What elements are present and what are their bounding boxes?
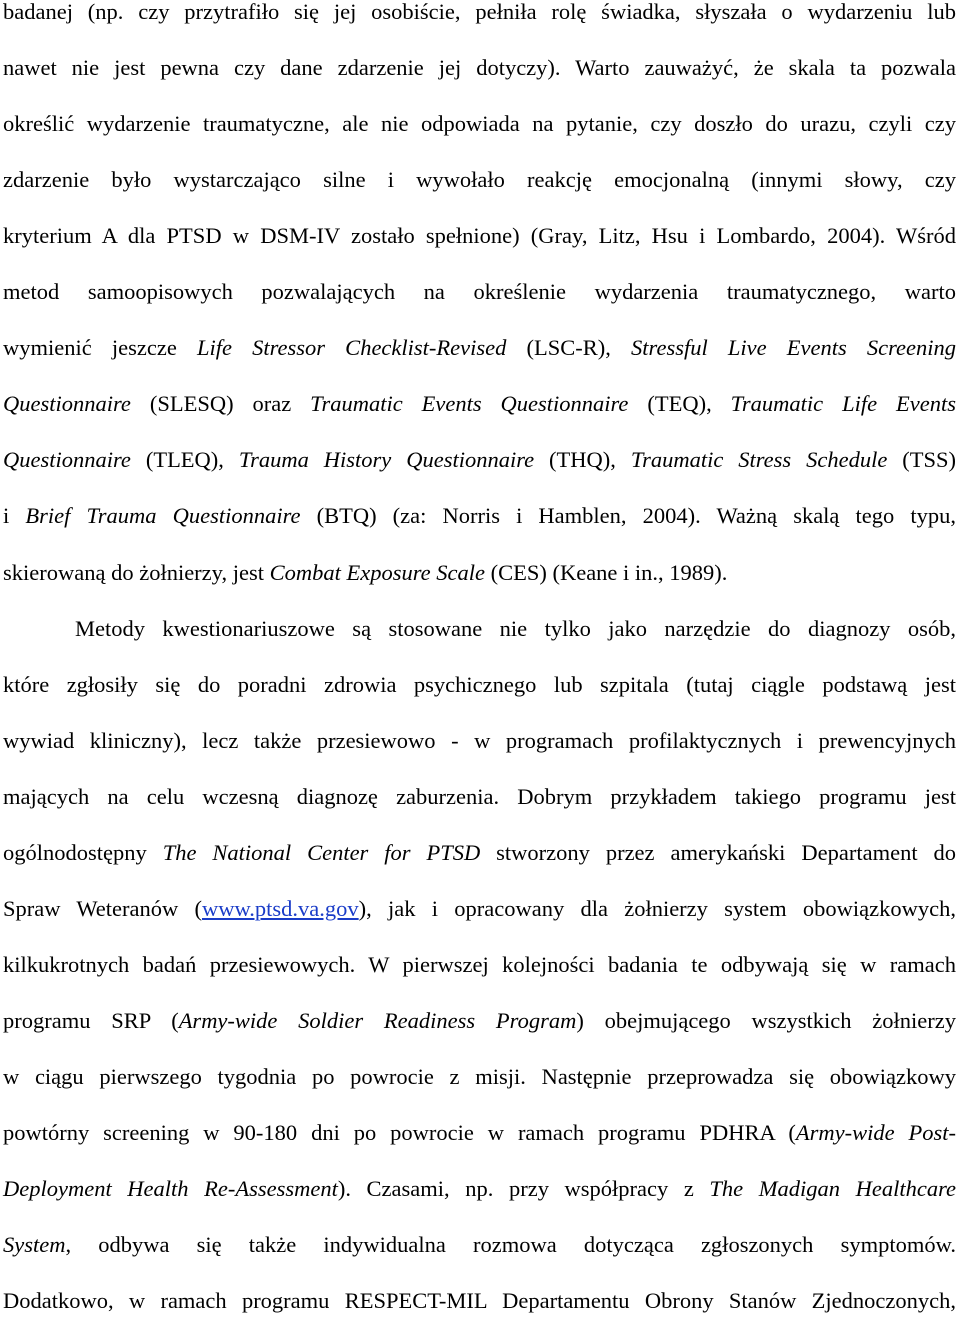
text-line (3, 777, 956, 817)
text-segment: (BTQ) (za: Norris i Hamblen, 2004). Ważną skalą tego typu, (300, 503, 956, 529)
text-segment: (LSC-R), (506, 335, 632, 361)
text-line (3, 889, 956, 929)
text-segment: mających na celu wczesną diagnozę zaburzenia. Dobrym przykładem takiego programu jest (3, 783, 956, 809)
text-segment: powtórny screening w 90-180 dni po powrocie w ramach programu PDHRA ( (3, 1120, 796, 1145)
text-segment: skierowaną do żołnierzy, jest (3, 559, 270, 585)
text-segment: stworzony przez amerykański Departament do (480, 839, 957, 865)
italic-title: Questionnaire (3, 447, 131, 473)
italic-title: Army-wide Soldier Readiness Program (178, 1007, 577, 1033)
text-segment: które zgłosiły się do poradni zdrowia psychicznego lub szpitala (tutaj ciągle podstawą jest (3, 671, 956, 697)
text-line (3, 833, 956, 873)
text-segment: ). Czasami, np. przy współpracy z (337, 1176, 710, 1202)
italic-title: The Madigan Healthcare (709, 1176, 956, 1202)
italic-title: Stressful Live Events Screening (631, 335, 956, 361)
text-line (3, 272, 956, 312)
text-segment: badanej (np. czy przytrafiło się jej osobiście, pełniła rolę świadka, słyszała o wydarzeniu lub (3, 0, 956, 24)
text-line (3, 1113, 956, 1153)
text-line (3, 1225, 956, 1265)
text-segment: Dodatkowo, w ramach programu RESPECT-MIL Departamentu Obrony Stanów Zjednoczonych, (3, 1288, 956, 1314)
text-segment: (CES) (Keane i in., 1989). (484, 559, 728, 585)
italic-title: Brief Trauma Questionnaire (25, 503, 301, 529)
text-segment: , odbywa się także indywidualna rozmowa dotycząca zgłoszonych symptomów. (65, 1232, 956, 1258)
text-segment: i (3, 503, 26, 529)
text-segment: wywiad kliniczny), lecz także przesiewowo - w programach profilaktycznych i prewencyjnych (3, 727, 956, 753)
text-segment: Spraw Weteranów ( (3, 895, 202, 921)
text-segment: w ciągu pierwszego tygodnia po powrocie z misji. Następnie przeprowadza się obowiązkowy (3, 1063, 956, 1089)
text-segment: Metody kwestionariuszowe są stosowane nie tylko jako narzędzie do diagnozy osób, (75, 615, 956, 641)
text-line (3, 1169, 956, 1209)
text-segment: (TEQ), (628, 391, 731, 417)
text-line (3, 721, 956, 761)
italic-title: Army-wide Post- (795, 1120, 957, 1145)
text-line (3, 945, 956, 985)
text-segment: zdarzenie było wystarczająco silne i wywołało reakcję emocjonalną (innymi słowy, czy (3, 167, 956, 193)
text-segment: kilkukrotnych badań przesiewowych. W pierwszej kolejności badania te odbywają się w ramach (3, 951, 956, 977)
italic-title: Combat Exposure Scale (269, 559, 485, 585)
text-line (3, 104, 956, 144)
text-line (3, 160, 956, 200)
text-segment: ogólnodostępny (3, 839, 163, 865)
text-segment: kryterium A dla PTSD w DSM-IV zostało spełnione) (Gray, Litz, Hsu i Lombardo, 2004). Wśród (3, 223, 956, 249)
text-line (3, 440, 956, 480)
italic-title: Traumatic Stress Schedule (630, 447, 888, 473)
text-segment: ), jak i opracowany dla żołnierzy system obowiązkowych, (358, 895, 957, 921)
italic-title: Traumatic Events Questionnaire (310, 391, 629, 417)
website-link[interactable]: www.ptsd.va.gov (201, 895, 359, 921)
text-segment: metod samoopisowych pozwalających na określenie wydarzenia traumatycznego, warto (3, 279, 956, 305)
text-segment: programu SRP ( (3, 1007, 179, 1033)
text-segment: (SLESQ) oraz (130, 391, 311, 417)
text-segment: (TSS) (887, 447, 957, 473)
text-line (3, 1057, 956, 1097)
text-line (3, 496, 956, 536)
text-line (3, 665, 956, 705)
text-segment: ) obejmującego wszystkich żołnierzy (576, 1007, 957, 1033)
text-segment: (THQ), (534, 447, 631, 473)
text-segment: (TLEQ), (130, 447, 239, 473)
text-line (3, 0, 956, 32)
italic-title: System (3, 1232, 66, 1258)
italic-title: Deployment Health Re-Assessment (3, 1176, 338, 1202)
italic-title: Trauma History Questionnaire (238, 447, 535, 473)
text-line (3, 553, 956, 593)
text-segment: wymienić jeszcze (3, 335, 197, 361)
text-line (3, 609, 956, 649)
text-line (3, 1281, 956, 1321)
italic-title: Life Stressor Checklist-Revised (196, 335, 507, 361)
text-segment: nawet nie jest pewna czy dane zdarzenie jej dotyczy). Warto zauważyć, że skala ta pozwala (3, 55, 956, 81)
text-segment: określić wydarzenie traumatyczne, ale nie odpowiada na pytanie, czy doszło do urazu, czyli czy (3, 111, 956, 137)
text-line (3, 48, 956, 88)
italic-title: The National Center for PTSD (162, 839, 481, 865)
text-line (3, 1001, 956, 1041)
italic-title: Questionnaire (3, 391, 131, 417)
text-line (3, 216, 956, 256)
text-line (3, 384, 956, 424)
text-line (3, 328, 956, 368)
italic-title: Traumatic Life Events (730, 391, 957, 417)
